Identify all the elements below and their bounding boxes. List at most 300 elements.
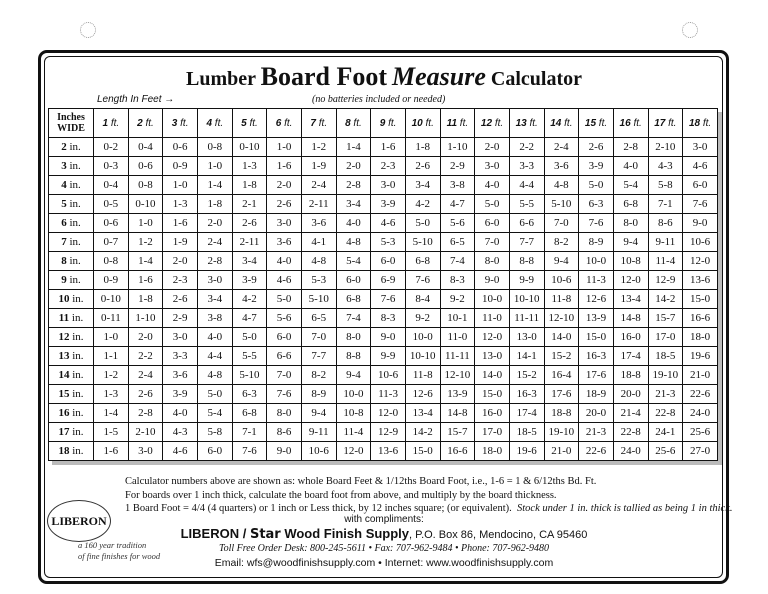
- table-cell: 8-0: [475, 252, 510, 271]
- column-header: 11 ft.: [440, 109, 475, 138]
- table-cell: 0-10: [94, 290, 129, 309]
- table-cell: 6-0: [336, 271, 371, 290]
- row-header: 7 in.: [49, 233, 94, 252]
- table-cell: 8-8: [509, 252, 544, 271]
- table-cell: 11-0: [440, 328, 475, 347]
- table-cell: 3-6: [301, 214, 336, 233]
- table-row: [49, 271, 718, 290]
- table-cell: 10-0: [405, 328, 440, 347]
- column-header: 10 ft.: [405, 109, 440, 138]
- table-cell: 5-6: [440, 214, 475, 233]
- table-cell: 1-1: [94, 347, 129, 366]
- table-cell: 7-1: [648, 195, 683, 214]
- table-cell: 5-0: [405, 214, 440, 233]
- table-cell: 0-10: [128, 195, 163, 214]
- table-cell: 19-10: [544, 423, 579, 442]
- table-cell: 9-2: [440, 290, 475, 309]
- table-row: [49, 423, 718, 442]
- column-header: 16 ft.: [613, 109, 648, 138]
- table-cell: 6-8: [232, 404, 267, 423]
- table-cell: 5-6: [267, 309, 302, 328]
- table-cell: 2-10: [128, 423, 163, 442]
- table-cell: 9-4: [301, 404, 336, 423]
- table-cell: 8-9: [579, 233, 614, 252]
- row-header: 11 in.: [49, 309, 94, 328]
- punch-hole-icon: [80, 22, 96, 38]
- table-cell: 5-10: [301, 290, 336, 309]
- table-cell: 5-4: [336, 252, 371, 271]
- column-header: 4 ft.: [197, 109, 232, 138]
- table-cell: 4-6: [163, 442, 198, 461]
- table-cell: 1-4: [94, 404, 129, 423]
- table-cell: 12-0: [613, 271, 648, 290]
- table-cell: 24-0: [613, 442, 648, 461]
- table-cell: 10-0: [336, 385, 371, 404]
- table-cell: 3-6: [163, 366, 198, 385]
- table-cell: 1-0: [94, 328, 129, 347]
- table-cell: 16-0: [475, 404, 510, 423]
- table-cell: 2-0: [267, 176, 302, 195]
- table-cell: 6-8: [405, 252, 440, 271]
- table-cell: 1-5: [94, 423, 129, 442]
- table-cell: 11-8: [405, 366, 440, 385]
- table-cell: 1-8: [197, 195, 232, 214]
- table-cell: 10-10: [509, 290, 544, 309]
- table-cell: 2-9: [163, 309, 198, 328]
- table-cell: 3-0: [128, 442, 163, 461]
- column-header: 18 ft.: [683, 109, 718, 138]
- table-cell: 2-3: [163, 271, 198, 290]
- table-cell: 2-3: [371, 157, 406, 176]
- table-cell: 8-6: [267, 423, 302, 442]
- table-cell: 4-2: [405, 195, 440, 214]
- table-cell: 0-6: [163, 138, 198, 157]
- table-cell: 0-6: [128, 157, 163, 176]
- table-cell: 19-6: [509, 442, 544, 461]
- table-row: [49, 176, 718, 195]
- table-cell: 1-4: [128, 252, 163, 271]
- table-cell: 16-6: [683, 309, 718, 328]
- table-cell: 22-6: [683, 385, 718, 404]
- table-cell: 10-0: [579, 252, 614, 271]
- table-cell: 25-6: [683, 423, 718, 442]
- table-cell: 7-6: [405, 271, 440, 290]
- column-header: 13 ft.: [509, 109, 544, 138]
- table-cell: 2-4: [544, 138, 579, 157]
- table-cell: 8-4: [405, 290, 440, 309]
- row-header: 8 in.: [49, 252, 94, 271]
- table-cell: 3-9: [232, 271, 267, 290]
- table-cell: 2-8: [128, 404, 163, 423]
- table-cell: 8-8: [336, 347, 371, 366]
- table-cell: 21-3: [579, 423, 614, 442]
- table-row: [49, 347, 718, 366]
- row-header: 17 in.: [49, 423, 94, 442]
- table-cell: 6-6: [509, 214, 544, 233]
- column-header: 9 ft.: [371, 109, 406, 138]
- row-header: 13 in.: [49, 347, 94, 366]
- table-cell: 2-10: [648, 138, 683, 157]
- note-line: 1 Board Foot = 4/4 (4 quarters) or 1 inch or Less thick, by 12 inches square; (or equivalent). Stock under 1 in. thick is tallied as being 1 in thick.: [125, 503, 733, 514]
- table-cell: 3-0: [163, 328, 198, 347]
- table-cell: 4-7: [232, 309, 267, 328]
- table-cell: 9-2: [405, 309, 440, 328]
- table-cell: 4-3: [163, 423, 198, 442]
- table-cell: 1-4: [197, 176, 232, 195]
- table-cell: 2-0: [163, 252, 198, 271]
- table-row: [49, 157, 718, 176]
- table-cell: 6-0: [475, 214, 510, 233]
- table-cell: 9-4: [544, 252, 579, 271]
- table-cell: 13-9: [579, 309, 614, 328]
- table-row: [49, 252, 718, 271]
- row-header: 5 in.: [49, 195, 94, 214]
- column-header: 1 ft.: [94, 109, 129, 138]
- table-cell: 9-0: [267, 442, 302, 461]
- company-name: LIBERON / Star Wood Finish Supply, P.O. Box 86, Mendocino, CA 95460: [180, 526, 588, 542]
- table-cell: 3-9: [579, 157, 614, 176]
- row-header: 6 in.: [49, 214, 94, 233]
- table-cell: 0-9: [163, 157, 198, 176]
- table-cell: 14-0: [544, 328, 579, 347]
- column-header: 12 ft.: [475, 109, 510, 138]
- table-cell: 19-10: [648, 366, 683, 385]
- table-cell: 14-2: [648, 290, 683, 309]
- table-cell: 5-10: [405, 233, 440, 252]
- table-cell: 3-9: [163, 385, 198, 404]
- table-cell: 0-2: [94, 138, 129, 157]
- table-cell: 8-9: [301, 385, 336, 404]
- row-header: 3 in.: [49, 157, 94, 176]
- table-cell: 16-0: [613, 328, 648, 347]
- table-cell: 1-2: [301, 138, 336, 157]
- table-cell: 0-10: [232, 138, 267, 157]
- table-cell: 13-6: [371, 442, 406, 461]
- table-cell: 7-1: [232, 423, 267, 442]
- table-cell: 12-9: [371, 423, 406, 442]
- table-cell: 10-1: [440, 309, 475, 328]
- table-cell: 6-5: [301, 309, 336, 328]
- table-cell: 5-3: [301, 271, 336, 290]
- table-cell: 15-2: [544, 347, 579, 366]
- table-cell: 0-6: [94, 214, 129, 233]
- table-cell: 5-5: [509, 195, 544, 214]
- table-cell: 18-5: [509, 423, 544, 442]
- table-cell: 11-8: [544, 290, 579, 309]
- table-cell: 18-9: [579, 385, 614, 404]
- table-cell: 7-6: [232, 442, 267, 461]
- table-cell: 3-9: [371, 195, 406, 214]
- with-compliments: with compliments:: [344, 514, 424, 525]
- table-cell: 11-0: [475, 309, 510, 328]
- row-header: 9 in.: [49, 271, 94, 290]
- table-cell: 9-9: [509, 271, 544, 290]
- table-cell: 24-0: [683, 404, 718, 423]
- table-cell: 1-10: [440, 138, 475, 157]
- table-row: [49, 309, 718, 328]
- table-cell: 6-3: [579, 195, 614, 214]
- table-cell: 6-0: [371, 252, 406, 271]
- table-cell: 4-2: [232, 290, 267, 309]
- table-cell: 15-0: [475, 385, 510, 404]
- table-cell: 11-11: [509, 309, 544, 328]
- phone-numbers: Toll Free Order Desk: 800-245-5611 • Fax: 707-962-9484 • Phone: 707-962-9480: [218, 543, 550, 554]
- table-row: [49, 195, 718, 214]
- table-cell: 3-0: [197, 271, 232, 290]
- table-cell: 11-11: [440, 347, 475, 366]
- column-header: 2 ft.: [128, 109, 163, 138]
- table-cell: 2-2: [128, 347, 163, 366]
- table-cell: 5-0: [579, 176, 614, 195]
- table-cell: 3-6: [544, 157, 579, 176]
- table-cell: 2-0: [336, 157, 371, 176]
- table-cell: 12-9: [648, 271, 683, 290]
- table-cell: 7-4: [440, 252, 475, 271]
- table-cell: 15-0: [683, 290, 718, 309]
- row-header: 10 in.: [49, 290, 94, 309]
- table-cell: 4-1: [301, 233, 336, 252]
- table-row: [49, 328, 718, 347]
- table-cell: 14-8: [613, 309, 648, 328]
- table-cell: 2-6: [128, 385, 163, 404]
- table-cell: 1-0: [163, 176, 198, 195]
- table-cell: 1-0: [128, 214, 163, 233]
- table-cell: 20-0: [613, 385, 648, 404]
- table-cell: 4-4: [197, 347, 232, 366]
- table-cell: 13-0: [475, 347, 510, 366]
- table-cell: 2-8: [197, 252, 232, 271]
- table-cell: 9-4: [613, 233, 648, 252]
- table-cell: 9-9: [371, 347, 406, 366]
- table-cell: 14-8: [440, 404, 475, 423]
- table-cell: 5-8: [648, 176, 683, 195]
- table-cell: 10-0: [475, 290, 510, 309]
- row-header: 15 in.: [49, 385, 94, 404]
- table-cell: 3-4: [336, 195, 371, 214]
- table-cell: 4-6: [267, 271, 302, 290]
- table-cell: 11-3: [371, 385, 406, 404]
- table-row: [49, 442, 718, 461]
- table-cell: 2-4: [128, 366, 163, 385]
- table-cell: 16-4: [544, 366, 579, 385]
- table-cell: 7-0: [267, 366, 302, 385]
- table-cell: 3-8: [197, 309, 232, 328]
- note-line: For boards over 1 inch thick, calculate the board foot from above, and multiply by the board thickness.: [125, 489, 557, 501]
- table-cell: 8-2: [544, 233, 579, 252]
- table-cell: 5-4: [197, 404, 232, 423]
- table-cell: 0-3: [94, 157, 129, 176]
- table-cell: 7-0: [475, 233, 510, 252]
- table-cell: 5-0: [475, 195, 510, 214]
- table-cell: 17-4: [613, 347, 648, 366]
- length-label: Length In Feet →: [97, 94, 175, 105]
- table-cell: 0-11: [94, 309, 129, 328]
- table-cell: 21-4: [613, 404, 648, 423]
- table-cell: 9-4: [336, 366, 371, 385]
- table-cell: 2-6: [232, 214, 267, 233]
- table-cell: 8-0: [336, 328, 371, 347]
- row-header: 2 in.: [49, 138, 94, 157]
- table-cell: 15-2: [509, 366, 544, 385]
- table-cell: 1-6: [163, 214, 198, 233]
- table-cell: 15-0: [579, 328, 614, 347]
- table-cell: 10-8: [613, 252, 648, 271]
- table-row: [49, 366, 718, 385]
- table-cell: 15-0: [405, 442, 440, 461]
- table-cell: 0-5: [94, 195, 129, 214]
- table-cell: 7-7: [301, 347, 336, 366]
- table-cell: 17-6: [579, 366, 614, 385]
- table-cell: 16-3: [509, 385, 544, 404]
- table-cell: 12-6: [579, 290, 614, 309]
- table-cell: 3-4: [197, 290, 232, 309]
- table-cell: 12-0: [683, 252, 718, 271]
- table-row: [49, 404, 718, 423]
- table-cell: 2-6: [163, 290, 198, 309]
- table-cell: 5-4: [613, 176, 648, 195]
- tagline: (no batteries included or needed): [312, 94, 446, 105]
- table-row: [49, 290, 718, 309]
- table-cell: 13-4: [405, 404, 440, 423]
- column-header: 3 ft.: [163, 109, 198, 138]
- column-header: 14 ft.: [544, 109, 579, 138]
- table-cell: 2-9: [440, 157, 475, 176]
- table-cell: 0-8: [197, 138, 232, 157]
- table-cell: 3-0: [683, 138, 718, 157]
- table-cell: 3-6: [267, 233, 302, 252]
- table-row: [49, 385, 718, 404]
- table-cell: 3-8: [440, 176, 475, 195]
- table-cell: 9-0: [475, 271, 510, 290]
- table-cell: 6-0: [683, 176, 718, 195]
- table-cell: 3-4: [405, 176, 440, 195]
- table-cell: 14-1: [509, 347, 544, 366]
- table-cell: 3-0: [475, 157, 510, 176]
- table-cell: 9-0: [683, 214, 718, 233]
- table-cell: 4-8: [544, 176, 579, 195]
- table-cell: 5-0: [197, 385, 232, 404]
- table-cell: 7-0: [301, 328, 336, 347]
- column-header: 5 ft.: [232, 109, 267, 138]
- table-cell: 10-10: [405, 347, 440, 366]
- table-cell: 4-0: [197, 328, 232, 347]
- table-cell: 18-5: [648, 347, 683, 366]
- table-row: [49, 233, 718, 252]
- table-cell: 1-6: [94, 442, 129, 461]
- table-cell: 2-1: [232, 195, 267, 214]
- table-cell: 1-8: [232, 176, 267, 195]
- table-cell: 18-8: [544, 404, 579, 423]
- logo-tagline: a 160 year tradition of fine finishes for wood: [78, 540, 161, 561]
- table-cell: 2-0: [475, 138, 510, 157]
- table-cell: 7-7: [509, 233, 544, 252]
- table-cell: 2-4: [301, 176, 336, 195]
- table-cell: 4-6: [683, 157, 718, 176]
- table-cell: 6-8: [613, 195, 648, 214]
- table-cell: 1-9: [163, 233, 198, 252]
- table-cell: 9-11: [301, 423, 336, 442]
- table-cell: 10-6: [301, 442, 336, 461]
- liberon-logo: LIBERON: [47, 500, 111, 542]
- table-cell: 0-4: [94, 176, 129, 195]
- page-title: Lumber Board Foot Measure Calculator: [185, 62, 583, 91]
- table-cell: 1-8: [405, 138, 440, 157]
- table-cell: 5-0: [267, 290, 302, 309]
- table-cell: 17-4: [509, 404, 544, 423]
- table-cell: 7-6: [579, 214, 614, 233]
- table-cell: 6-0: [197, 442, 232, 461]
- table-cell: 1-3: [94, 385, 129, 404]
- table-cell: 15-7: [440, 423, 475, 442]
- table-cell: 27-0: [683, 442, 718, 461]
- table-cell: 4-8: [197, 366, 232, 385]
- table-cell: 5-10: [544, 195, 579, 214]
- table-cell: 1-0: [197, 157, 232, 176]
- table-cell: 18-0: [475, 442, 510, 461]
- punch-hole-icon: [682, 22, 698, 38]
- table-cell: 12-10: [544, 309, 579, 328]
- table-cell: 1-6: [128, 271, 163, 290]
- column-header: 15 ft.: [579, 109, 614, 138]
- table-cell: 1-9: [301, 157, 336, 176]
- table-cell: 8-3: [371, 309, 406, 328]
- table-cell: 1-6: [267, 157, 302, 176]
- table-cell: 8-6: [648, 214, 683, 233]
- table-cell: 2-6: [267, 195, 302, 214]
- table-cell: 5-10: [232, 366, 267, 385]
- table-cell: 2-8: [613, 138, 648, 157]
- table-cell: 4-8: [336, 233, 371, 252]
- table-cell: 4-0: [267, 252, 302, 271]
- table-cell: 18-0: [683, 328, 718, 347]
- table-cell: 4-6: [371, 214, 406, 233]
- table-cell: 25-6: [648, 442, 683, 461]
- table-cell: 13-9: [440, 385, 475, 404]
- table-cell: 2-11: [301, 195, 336, 214]
- table-cell: 13-0: [509, 328, 544, 347]
- table-cell: 3-0: [371, 176, 406, 195]
- table-cell: 12-0: [475, 328, 510, 347]
- table-cell: 4-3: [648, 157, 683, 176]
- table-cell: 4-0: [163, 404, 198, 423]
- column-header: 6 ft.: [267, 109, 302, 138]
- table-cell: 5-0: [232, 328, 267, 347]
- table-cell: 20-0: [579, 404, 614, 423]
- table-cell: 3-3: [163, 347, 198, 366]
- table-cell: 16-6: [440, 442, 475, 461]
- table-cell: 3-0: [267, 214, 302, 233]
- table-cell: 21-0: [683, 366, 718, 385]
- table-cell: 9-11: [648, 233, 683, 252]
- column-header: 17 ft.: [648, 109, 683, 138]
- table-cell: 1-2: [94, 366, 129, 385]
- table-cell: 0-4: [128, 138, 163, 157]
- table-cell: 6-5: [440, 233, 475, 252]
- table-cell: 10-6: [544, 271, 579, 290]
- table-cell: 4-7: [440, 195, 475, 214]
- table-cell: 16-3: [579, 347, 614, 366]
- table-cell: 4-0: [613, 157, 648, 176]
- table-cell: 2-2: [509, 138, 544, 157]
- table-cell: 4-4: [509, 176, 544, 195]
- table-cell: 6-3: [232, 385, 267, 404]
- table-cell: 7-4: [336, 309, 371, 328]
- table-cell: 4-0: [336, 214, 371, 233]
- table-cell: 1-6: [371, 138, 406, 157]
- table-cell: 2-0: [197, 214, 232, 233]
- table-cell: 1-2: [128, 233, 163, 252]
- table-cell: 10-6: [683, 233, 718, 252]
